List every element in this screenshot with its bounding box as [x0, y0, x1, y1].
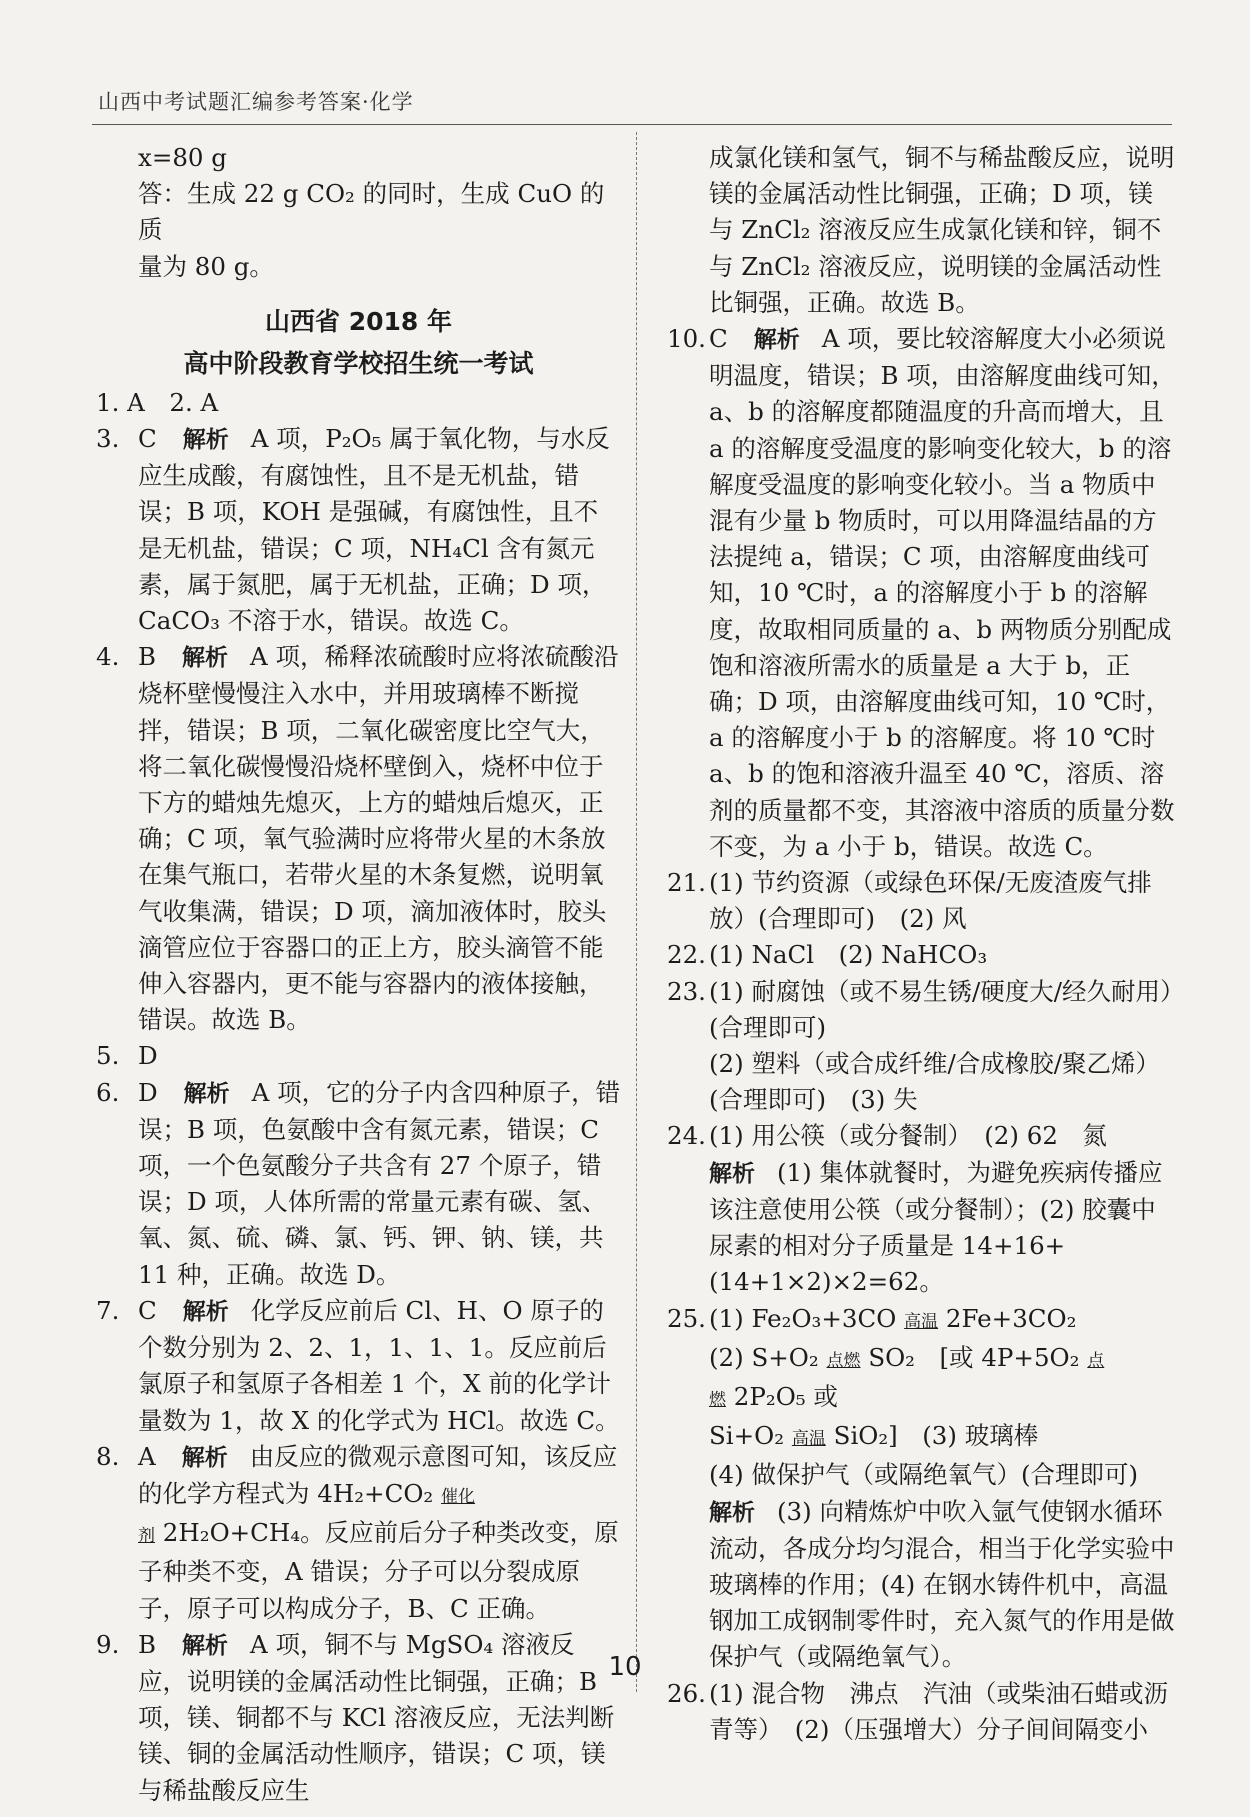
- analysis-text: A 项，它的分子内含四种原子，错误；B 项，色氨酸中含有氮元素，错误；C 项，一个色氨酸分子共含有 27 个原子，错误；D 项，人体所需的常量元素有碳、氢、氧、氮、硫、磷、氯、钙、钾、钠、镁，共 11 种，正确。故选 D。: [138, 1077, 621, 1289]
- answer-choice: D: [138, 1077, 158, 1107]
- analysis-text: (1) 集体就餐时，为避免疾病传播应该注意使用公筷（或分餐制）；(2) 胶囊中尿素的相对分子质量是 14+16+(14+1×2)×2=62。: [709, 1157, 1163, 1297]
- answer-text: (1) 节约资源（或绿色环保/无废渣废气排放）(合理即可) (2) 风: [709, 868, 1152, 934]
- question-number: 26.: [667, 1678, 706, 1708]
- reaction-condition: 催化剂: [138, 1486, 476, 1547]
- answer-text: (1) 耐腐蚀（或不易生锈/硬度大/经久耐用）(合理即可): [709, 976, 1173, 1042]
- analysis-label: 解析: [182, 1632, 229, 1659]
- answer-q25-line2: [667, 1340, 1177, 1418]
- answer-q24-analysis: [667, 1155, 1177, 1301]
- answer-q25-line4: (4) 做保护气（或隔绝氧气）(合理即可): [709, 1460, 1139, 1490]
- question-number: 6.: [96, 1077, 120, 1107]
- answer-q8: [96, 1439, 621, 1627]
- answer-text: (1) 用公筷（或分餐制） (2) 62 氮: [709, 1121, 1107, 1151]
- equation-text: (1) Fe₂O₃+3CO: [709, 1303, 897, 1333]
- intro-line: 答：生成 22 g CO₂ 的同时，生成 CuO 的质: [138, 179, 605, 245]
- analysis-label: 解析: [753, 327, 800, 354]
- analysis-text: 由反应的微观示意图可知，该反应的化学方程式为 4H₂+CO₂: [138, 1441, 618, 1508]
- header-rule: [92, 124, 1172, 125]
- answer-q25-analysis: [667, 1494, 1177, 1676]
- answer-q1-q2: 1. A 2. A: [96, 387, 219, 417]
- analysis-text: A 项，铜不与 MgSO₄ 溶液反应，说明镁的金属活动性比铜强，正确；B 项，镁、铜都不与 KCl 溶液反应，无法判断镁、铜的金属活动性顺序，错误；C 项，镁与稀盐酸反应生: [138, 1629, 615, 1805]
- answer-q25: [667, 1301, 1177, 1340]
- analysis-label: 解析: [181, 1444, 228, 1471]
- analysis-text: A 项，稀释浓硫酸时应将浓硫酸沿烧杯壁慢慢注入水中，并用玻璃棒不断搅拌，错误；B 项，二氧化碳密度比空气大，将二氧化碳慢慢沿烧杯壁倒入，烧杯中位于下方的蜡烛先熄灭，上方的蜡烛后熄灭，正确；C 项，氧气验满时应将带火星的木条放在集气瓶口，若带火星的木条复燃，说明氧气收集满，错误；D 项，滴加液体时，胶头滴管应位于容器口的正上方，胶头滴管不能伸入容器内，更不能与容器内的液体接触，错误。故选 B。: [138, 642, 619, 1035]
- reaction-condition: 点燃: [709, 1350, 1105, 1410]
- question-number: 22.: [667, 940, 706, 970]
- question-number: 23.: [667, 976, 706, 1006]
- running-header: 山西中考试题汇编参考答案·化学: [98, 90, 414, 114]
- answer-q4: [96, 639, 621, 1038]
- analysis-label: 解析: [182, 645, 229, 672]
- question-number: 3.: [96, 424, 120, 454]
- left-column: [96, 140, 621, 1809]
- analysis-label: 解析: [709, 1499, 755, 1526]
- reaction-condition: 高温: [791, 1429, 826, 1450]
- page-number: 10: [608, 1652, 642, 1682]
- right-column: [667, 140, 1177, 1748]
- question-number: 9.: [96, 1629, 120, 1659]
- answer-q25-line3: [667, 1418, 1177, 1457]
- answer-choice: C: [138, 424, 157, 454]
- intro-line: x=80 g: [138, 143, 227, 172]
- analysis-label: 解析: [182, 427, 229, 454]
- column-divider: [636, 132, 637, 1692]
- answer-choice: C: [138, 1295, 157, 1325]
- reaction-condition: 高温: [904, 1311, 939, 1332]
- question-number: 24.: [667, 1121, 706, 1151]
- question-number: 21.: [667, 868, 706, 898]
- question-number: 5.: [96, 1041, 120, 1071]
- equation-text: 2P₂O₅ 或: [733, 1381, 838, 1411]
- answer-q24: [667, 1118, 1177, 1154]
- answer-q23-line2: (2) 塑料（或合成纤维/合成橡胶/聚乙烯）(合理即可) (3) 失: [709, 1049, 1160, 1115]
- section-title-exam: 高中阶段教育学校招生统一考试: [183, 348, 534, 378]
- answer-choice: C: [709, 324, 728, 354]
- answer-q5: [96, 1038, 621, 1074]
- analysis-label: 解析: [709, 1160, 755, 1187]
- question-number: 7.: [96, 1295, 120, 1325]
- analysis-text: (3) 向精炼炉中吹入氩气使钢水循环流动，各成分均匀混合，相当于化学实验中玻璃棒的作用；(4) 在钢水铸件机中，高温钢加工成钢制零件时，充入氮气的作用是做保护气（或隔绝氧气）。: [709, 1496, 1175, 1672]
- answer-q9-continued: 成氯化镁和氢气，铜不与稀盐酸反应，说明镁的金属活动性比铜强，正确；D 项，镁与 ZnCl₂ 溶液反应生成氯化镁和锌，铜不与 ZnCl₂ 溶液反应，说明镁的金属活动性比铜强，正确。故选 B。: [709, 143, 1175, 317]
- answer-text: (1) 混合物 沸点 汽油（或柴油石蜡或沥青等） (2)（压强增大）分子间间隔变小: [709, 1678, 1168, 1744]
- question-number: 8.: [96, 1441, 120, 1471]
- question-number: 25.: [667, 1303, 706, 1333]
- answer-q3: [96, 421, 621, 639]
- answer-q7: [96, 1293, 621, 1439]
- equation-text: SO₂ [或 4P+5O₂: [868, 1342, 1080, 1372]
- answer-q10: [667, 321, 1177, 865]
- answer-text: (1) NaCl (2) NaHCO₃: [709, 940, 988, 970]
- reaction-condition: 点燃: [826, 1350, 861, 1371]
- equation-text: (2) S+O₂: [709, 1342, 819, 1372]
- analysis-text: A 项，要比较溶解度大小必须说明温度，错误；B 项，由溶解度曲线可知，a、b 的溶解度都随温度的升高而增大，且 a 的溶解度受温度的影响变化较大，b 的溶解度受温度的影响变化较小。当 a 物质中混有少量 b 物质时，可以用降温结晶的方法提纯 a，错误；C 项，由溶解度曲线可知，10 ℃时，a 的溶解度小于 b 的溶解度，故取相同质量的 a、b 两物质分别配成饱和溶液所需水的质量是 a 大于 b，正确；D 项，由溶解度曲线可知，10 ℃时，a 的溶解度小于 b 的溶解度。将 10 ℃时 a、b 的饱和溶液升温至 40 ℃，溶质、溶剂的质量都不变，其溶液中溶质的质量分数不变，为 a 小于 b，错误。故选 C。: [709, 324, 1176, 861]
- analysis-text: 化学反应前后 Cl、H、O 原子的个数分别为 2、2、1，1、1、1。反应前后氯原子和氢原子各相差 1 个，X 前的化学计量数为 1，故 X 的化学式为 HCl。故选 C。: [138, 1295, 620, 1435]
- answer-choice: B: [138, 642, 157, 672]
- answer-q21: [667, 865, 1177, 937]
- equation-text: 2Fe+3CO₂: [945, 1303, 1077, 1333]
- answer-choice: D: [138, 1041, 158, 1071]
- question-number: 10.: [667, 324, 706, 354]
- answer-q26: [667, 1676, 1177, 1748]
- answer-choice: B: [138, 1629, 157, 1659]
- answer-choice: A: [138, 1441, 156, 1471]
- equation-text: SiO₂] (3) 玻璃棒: [833, 1421, 1039, 1451]
- analysis-text: 2H₂O+CH₄。反应前后分子种类改变，原子种类不变，A 错误；分子可以分裂成原子，原子可以构成分子，B、C 正确。: [138, 1518, 619, 1623]
- question-number: 4.: [96, 642, 120, 672]
- answer-q23: [667, 974, 1177, 1046]
- answer-q6: [96, 1075, 621, 1293]
- section-title-year: 山西省 2018 年: [265, 306, 452, 336]
- analysis-text: A 项，P₂O₅ 属于氧化物，与水反应生成酸，有腐蚀性，且不是无机盐，错误；B 项，KOH 是强碱，有腐蚀性，且不是无机盐，错误；C 项，NH₄Cl 含有氮元素，属于氮肥，属于无机盐，正确；D 项，CaCO₃ 不溶于水，错误。故选 C。: [138, 424, 610, 636]
- intro-line: 量为 80 g。: [138, 251, 274, 281]
- equation-text: Si+O₂: [709, 1421, 785, 1451]
- analysis-label: 解析: [183, 1080, 230, 1107]
- answer-q22: [667, 937, 1177, 973]
- analysis-label: 解析: [182, 1298, 229, 1325]
